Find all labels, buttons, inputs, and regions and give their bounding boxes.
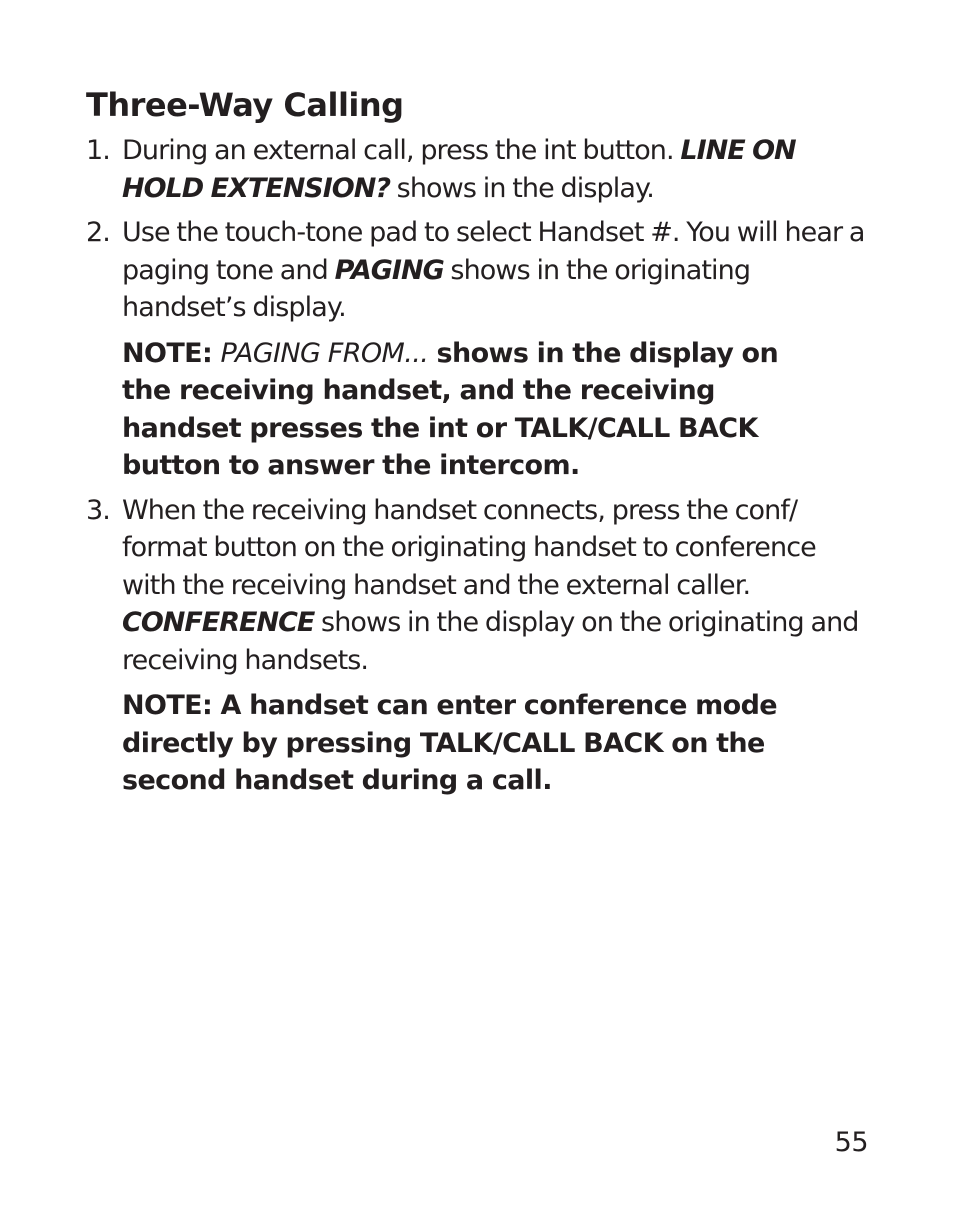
step-text-plain: During an external call, press the int button. bbox=[122, 135, 681, 166]
display-message: PAGING bbox=[334, 254, 444, 286]
note-text: NOTE: A handset can enter conference mode directly by pressing TALK/CALL BACK on the second handset during a call. bbox=[122, 690, 778, 796]
steps-list bbox=[86, 132, 876, 807]
display-message: CONFERENCE bbox=[122, 607, 315, 638]
note-label: NOTE: bbox=[122, 337, 221, 369]
step-text bbox=[122, 132, 876, 207]
section-title: Three-Way Calling bbox=[86, 86, 404, 124]
note bbox=[122, 687, 802, 800]
display-message: PAGING FROM... bbox=[220, 337, 429, 369]
step-text bbox=[122, 492, 876, 680]
step-3 bbox=[86, 492, 876, 800]
step-1 bbox=[86, 132, 876, 207]
note bbox=[122, 335, 782, 485]
step-text-plain: shows in the display on the originating and receiving handsets. bbox=[122, 607, 859, 676]
step-text-plain: shows in the display. bbox=[390, 172, 654, 204]
step-number: 2. bbox=[86, 217, 110, 248]
step-2 bbox=[86, 214, 876, 485]
step-text-plain: shows in the originating handset’s display. bbox=[122, 254, 751, 323]
display-message: LINE ON HOLD EXTENSION? bbox=[122, 135, 796, 204]
page-number: 55 bbox=[834, 1127, 868, 1158]
step-number: 3. bbox=[86, 494, 110, 526]
step-number: 1. bbox=[86, 135, 110, 166]
step-text-plain: When the receiving handset connects, press the conf/ format button on the originating handset to conference with the receiving handset and the external caller. bbox=[122, 494, 816, 601]
step-text-plain: Use the touch-tone pad to select Handset #. You will hear a paging tone and bbox=[122, 217, 865, 286]
note-text: shows in the display on the receiving handset, and the receiving handset presses the int or TALK/CALL BACK button to answer the intercom. bbox=[122, 337, 779, 481]
step-text bbox=[122, 214, 876, 327]
